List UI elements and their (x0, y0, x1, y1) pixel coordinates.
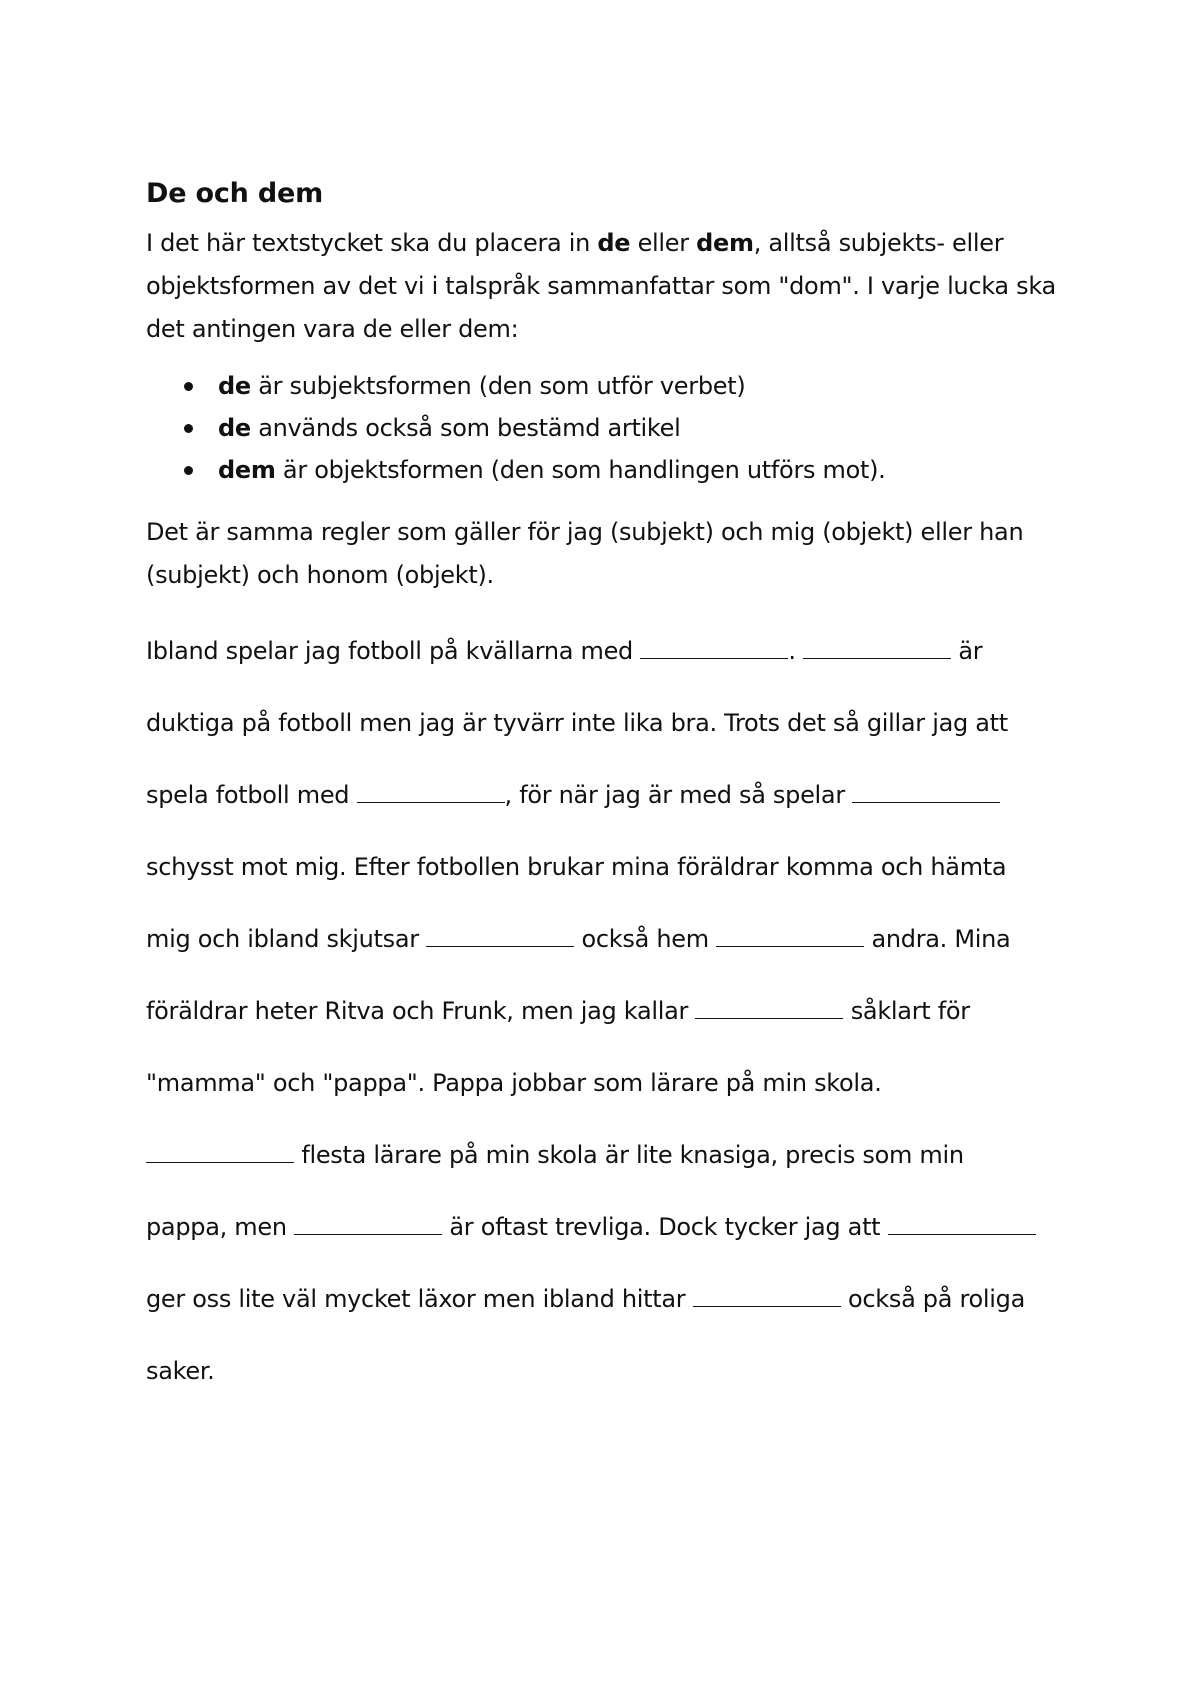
list-item (146, 449, 1066, 491)
list-item (146, 365, 1066, 407)
exercise-text-segment: andra. Mina (864, 925, 1011, 953)
intro-text-2: eller (630, 229, 697, 257)
exercise-text-segment: spela fotboll med (146, 781, 357, 809)
blank-2[interactable] (803, 636, 951, 659)
rules-list (146, 365, 1066, 491)
exercise-text-segment: "mamma" och "pappa". Pappa jobbar som lärare på min skola. (146, 1069, 882, 1097)
exercise-line (146, 851, 1066, 923)
exercise-text-segment: flesta lärare på min skola är lite knasiga, precis som min (294, 1141, 964, 1169)
exercise-line (146, 1211, 1066, 1283)
exercise-text-segment: också hem (574, 925, 717, 953)
exercise-text (146, 635, 1066, 1427)
exercise-text-segment: såklart för (843, 997, 970, 1025)
exercise-text-segment: ger oss lite väl mycket läxor men ibland hittar (146, 1285, 693, 1313)
blank-10[interactable] (888, 1212, 1036, 1235)
exercise-text-segment: är (951, 637, 983, 665)
exercise-text-segment: saker. (146, 1357, 215, 1385)
exercise-text-segment: Ibland spelar jag fotboll på kvällarna med (146, 637, 641, 665)
intro-bold-dem: dem (696, 229, 754, 257)
exercise-text-segment: schysst mot mig. Efter fotbollen brukar mina föräldrar komma och hämta (146, 853, 1007, 881)
blank-5[interactable] (426, 924, 574, 947)
exercise-text-segment: också på roliga (840, 1285, 1025, 1313)
exercise-text-segment: föräldrar heter Ritva och Frunk, men jag kallar (146, 997, 696, 1025)
intro-bold-de: de (597, 229, 631, 257)
intro-text-3: , alltså subjekts- eller objektsformen av det vi i talspråk sammanfattar som "dom". I varje lucka ska det antingen vara de eller dem: (146, 229, 1056, 343)
rule-text: är subjektsformen (den som utför verbet) (250, 372, 746, 400)
bullet-icon (184, 424, 193, 433)
rule-term: de (218, 414, 251, 442)
list-item (146, 407, 1066, 449)
blank-3[interactable] (357, 780, 505, 803)
blank-4[interactable] (852, 780, 1000, 803)
exercise-line (146, 923, 1066, 995)
page-title: De och dem (146, 178, 324, 209)
exercise-line (146, 1067, 1066, 1139)
rule-text: är objektsformen (den som handlingen utförs mot). (275, 456, 886, 484)
exercise-text-segment: , för när jag är med så spelar (504, 781, 853, 809)
exercise-text-segment: pappa, men (146, 1213, 295, 1241)
intro-text-1: I det här textstycket ska du placera in (146, 229, 598, 257)
exercise-line (146, 995, 1066, 1067)
rule-term: de (218, 372, 251, 400)
exercise-line (146, 635, 1066, 707)
blank-11[interactable] (693, 1284, 841, 1307)
exercise-text-segment: . (788, 637, 803, 665)
rule-text: används också som bestämd artikel (250, 414, 681, 442)
intro-paragraph (146, 222, 1066, 351)
exercise-text-segment: mig och ibland skjutsar (146, 925, 427, 953)
rules-note: Det är samma regler som gäller för jag (subjekt) och mig (objekt) eller han (subjekt) och honom (objekt). (146, 518, 1024, 589)
bullet-icon (184, 466, 193, 475)
exercise-text-segment: är oftast trevliga. Dock tycker jag att (442, 1213, 888, 1241)
exercise-line (146, 1355, 1066, 1427)
blank-8[interactable] (146, 1140, 294, 1163)
rule-term: dem (218, 456, 276, 484)
blank-6[interactable] (716, 924, 864, 947)
exercise-text-segment: duktiga på fotboll men jag är tyvärr inte lika bra. Trots det så gillar jag att (146, 709, 1008, 737)
blank-7[interactable] (695, 996, 843, 1019)
bullet-icon (184, 382, 193, 391)
blank-9[interactable] (294, 1212, 442, 1235)
exercise-line (146, 1283, 1066, 1355)
exercise-line (146, 779, 1066, 851)
exercise-line (146, 1139, 1066, 1211)
blank-1[interactable] (640, 636, 788, 659)
document-page (146, 172, 1066, 1427)
exercise-line (146, 707, 1066, 779)
